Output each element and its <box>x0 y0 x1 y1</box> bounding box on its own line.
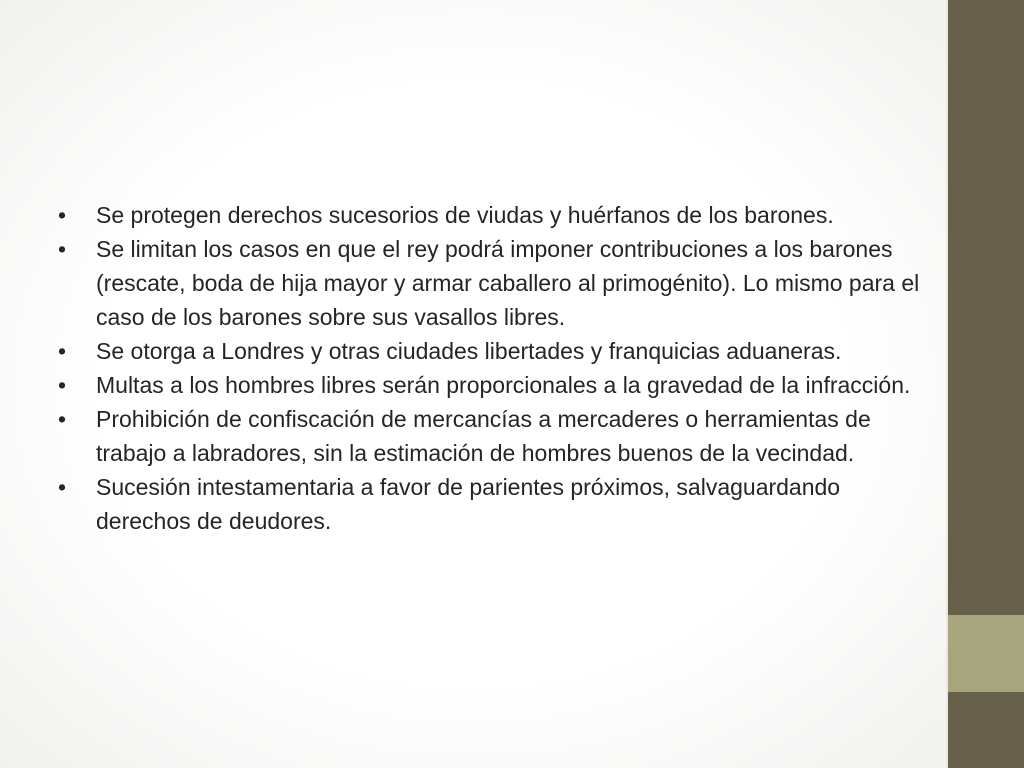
bullet-marker: • <box>58 236 67 262</box>
sidebar-accent-block <box>948 615 1024 692</box>
bullet-marker: • <box>58 474 67 500</box>
bullet-text: Sucesión intestamentaria a favor de parientes próximos, salvaguardando derechos de deudores. <box>96 474 841 534</box>
bullet-marker: • <box>58 372 67 398</box>
bullet-item <box>58 470 938 538</box>
bullet-text: Se protegen derechos sucesorios de viudas y huérfanos de los barones. <box>96 202 834 228</box>
bullet-text: Multas a los hombres libres serán proporcionales a la gravedad de la infracción. <box>96 372 911 398</box>
bullet-text: Se otorga a Londres y otras ciudades libertades y franquicias aduaneras. <box>96 338 842 364</box>
bullet-item <box>58 232 938 334</box>
bullet-list <box>58 198 938 538</box>
bullet-text: Prohibición de confiscación de mercancías a mercaderes o herramientas de trabajo a labradores, sin la estimación de hombres buenos de la vecindad. <box>96 406 871 466</box>
bullet-marker: • <box>58 406 67 432</box>
bullet-item <box>58 198 938 232</box>
bullet-item <box>58 402 938 470</box>
bullet-marker: • <box>58 202 67 228</box>
bullet-item <box>58 368 938 402</box>
bullet-marker: • <box>58 338 67 364</box>
bullet-text: Se limitan los casos en que el rey podrá imponer contribuciones a los barones (rescate, boda de hija mayor y armar caballero al primogénito). Lo mismo para el caso de los barones sobre sus vasallos libres. <box>96 236 920 330</box>
bullet-item <box>58 334 938 368</box>
